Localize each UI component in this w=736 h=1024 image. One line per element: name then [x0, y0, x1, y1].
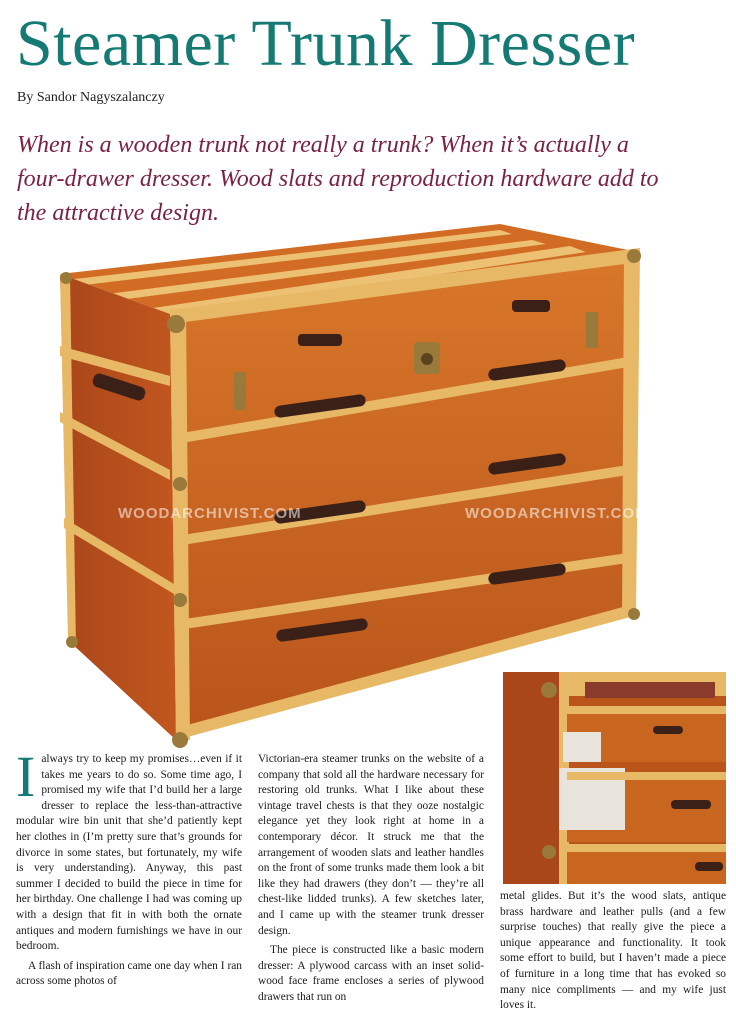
- col2-paragraph-2: The piece is constructed like a basic modern dresser: A plywood carcass with an inset solid-wood face frame encloses a series of plywood drawers that run on: [258, 944, 484, 1003]
- open-drawers-photo: [503, 672, 726, 884]
- byline: By Sandor Nagyszalanczy: [17, 90, 165, 105]
- drop-cap: I: [16, 744, 36, 809]
- body-column-1: [16, 744, 242, 990]
- body-column-3: [500, 889, 726, 1014]
- col1-paragraph-2: A flash of inspiration came one day when I ran across some photos of: [16, 959, 242, 988]
- deck-subtitle: When is a wooden trunk not really a trunk? When it’s actually a four-drawer dresser. Wood slats and reproduction hardware add to the attractive design.: [17, 132, 659, 226]
- body-column-2: [258, 752, 484, 1006]
- watermark-left: WOODARCHIVIST.COM: [118, 505, 302, 522]
- col1-paragraph-1: always try to keep my promises…even if it takes me years to do so. Some time ago, I promised my wife that I’d build her a large dresser to replace the less-than-attractive modular wire bin unit that she’d patiently kept her clothes in (I’m pretty sure that’s grounds for divorce in some states, but fortunately, my wife is very understanding). Anyway, this past summer I decided to build the piece in time for her birthday. One challenge I had was coming up with a design that fit in with both the ornate antiques and modern furnishings we have in our bedroom.: [16, 753, 242, 953]
- dresser-photo: [30, 212, 710, 752]
- watermark-right: WOODARCHIVIST.COM: [465, 505, 649, 522]
- col3-paragraph-1: metal glides. But it’s the wood slats, antique brass hardware and leather pulls (and a few surprise touches) that really give the piece a unique appearance and functionality. It took some effort to build, but I haven’t made a piece of furniture in a long time that has evoked so many nice compliments — and my wife just loves it.: [500, 890, 726, 1012]
- col2-paragraph-1: Victorian-era steamer trunks on the website of a company that sold all the hardware necessary for restoring old trunks. What I like about these vintage travel chests is that they ooze nostalgic elegance yet they look right at home in a contemporary décor. It struck me that the arrangement of wooden slats and leather handles on the front of some trunks made them look a bit like they had drawers (they don’t — they’re all chest-like lidded trunks). A few sketches later, and I came up with the steamer trunk dresser design.: [258, 753, 484, 937]
- article-title: Steamer Trunk Dresser: [16, 7, 636, 80]
